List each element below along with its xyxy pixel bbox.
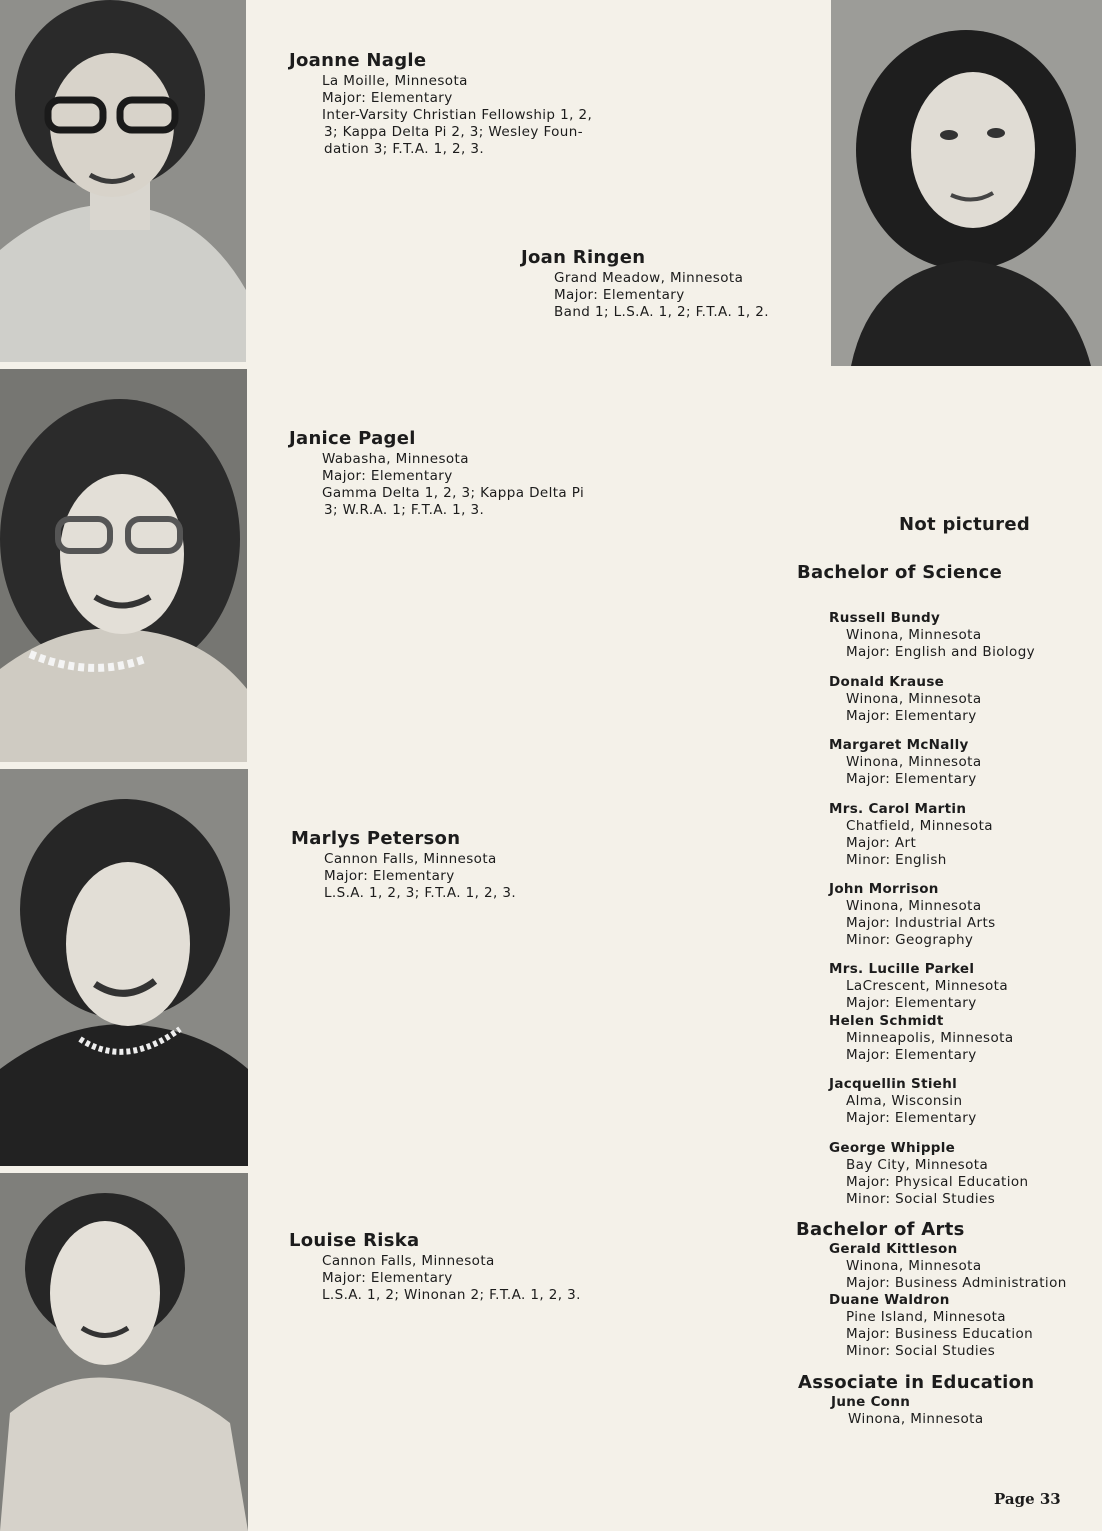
np-line: Bay City, Minnesota xyxy=(846,1157,989,1173)
np-russell-bundy xyxy=(829,610,1035,661)
np-line: Major: English and Biology xyxy=(846,644,1036,660)
np-name: Gerald Kittleson xyxy=(829,1241,958,1257)
np-line: Major: Elementary xyxy=(846,708,977,724)
np-donald-krause xyxy=(829,674,982,725)
np-gerald-kittleson xyxy=(829,1241,1067,1292)
np-jacquellin-stiehl xyxy=(829,1076,977,1127)
np-name: Mrs. Carol Martin xyxy=(829,801,967,817)
np-line: Major: Industrial Arts xyxy=(846,915,996,931)
not-pictured-heading: Not pictured xyxy=(899,514,1031,535)
major: Major: Elementary xyxy=(322,90,453,106)
np-line: Major: Business Education xyxy=(846,1326,1034,1342)
np-george-whipple xyxy=(829,1140,1029,1208)
activity-line: Band 1; L.S.A. 1, 2; F.T.A. 1, 2. xyxy=(554,304,769,320)
activity-line: dation 3; F.T.A. 1, 2, 3. xyxy=(324,141,485,157)
np-line: Major: Physical Education xyxy=(846,1174,1029,1190)
np-line: Minneapolis, Minnesota xyxy=(846,1030,1014,1046)
np-name: Margaret McNally xyxy=(829,737,969,753)
np-helen-schmidt xyxy=(829,1013,1014,1064)
hometown: La Moille, Minnesota xyxy=(322,73,468,89)
np-line: Winona, Minnesota xyxy=(846,1258,982,1274)
major: Major: Elementary xyxy=(322,1270,453,1286)
entry-janice-pagel xyxy=(289,428,612,519)
portrait-joanne-nagle xyxy=(0,0,246,362)
np-name: Mrs. Lucille Parkel xyxy=(829,961,975,977)
activity-line: 3; W.R.A. 1; F.T.A. 1, 3. xyxy=(324,502,485,518)
np-line: Major: Elementary xyxy=(846,1110,977,1126)
activity-line: 3; Kappa Delta Pi 2, 3; Wesley Foun- xyxy=(324,124,583,140)
activity-line: L.S.A. 1, 2, 3; F.T.A. 1, 2, 3. xyxy=(324,885,517,901)
major: Major: Elementary xyxy=(322,468,453,484)
portrait-marlys-peterson xyxy=(0,769,248,1166)
np-name: John Morrison xyxy=(829,881,939,897)
np-duane-waldron xyxy=(829,1292,1033,1360)
portrait-janice-pagel xyxy=(0,369,247,762)
np-line: Alma, Wisconsin xyxy=(846,1093,963,1109)
np-john-morrison xyxy=(829,881,996,949)
hometown: Wabasha, Minnesota xyxy=(322,451,469,467)
np-line: Chatfield, Minnesota xyxy=(846,818,993,834)
np-line: Major: Elementary xyxy=(846,1047,977,1063)
np-line: Winona, Minnesota xyxy=(846,627,982,643)
np-line: Winona, Minnesota xyxy=(848,1411,984,1427)
np-line: Minor: Geography xyxy=(846,932,974,948)
entry-joan-ringen xyxy=(521,247,844,321)
np-line: Winona, Minnesota xyxy=(846,754,982,770)
np-name: Duane Waldron xyxy=(829,1292,950,1308)
student-name: Joan Ringen xyxy=(521,247,646,268)
bachelor-of-arts-heading: Bachelor of Arts xyxy=(796,1219,965,1240)
np-line: Winona, Minnesota xyxy=(846,691,982,707)
hometown: Cannon Falls, Minnesota xyxy=(324,851,497,867)
student-name: Marlys Peterson xyxy=(291,828,461,849)
activity-line: L.S.A. 1, 2; Winonan 2; F.T.A. 1, 2, 3. xyxy=(322,1287,581,1303)
np-name: Russell Bundy xyxy=(829,610,941,626)
activities xyxy=(322,107,612,158)
entry-louise-riska xyxy=(289,1230,612,1304)
np-line: Major: Art xyxy=(846,835,917,851)
np-name: Jacquellin Stiehl xyxy=(829,1076,958,1092)
major: Major: Elementary xyxy=(554,287,685,303)
np-line: Pine Island, Minnesota xyxy=(846,1309,1006,1325)
np-line: LaCrescent, Minnesota xyxy=(846,978,1009,994)
portrait-joan-ringen xyxy=(831,0,1102,366)
activity-line: Gamma Delta 1, 2, 3; Kappa Delta Pi xyxy=(322,485,585,501)
np-line: Major: Elementary xyxy=(846,995,977,1011)
np-margaret-mcnally xyxy=(829,737,982,788)
hometown: Grand Meadow, Minnesota xyxy=(554,270,744,286)
np-name: Donald Krause xyxy=(829,674,945,690)
bachelor-of-science-heading: Bachelor of Science xyxy=(797,562,1003,583)
student-name: Joanne Nagle xyxy=(289,50,427,71)
entry-joanne-nagle xyxy=(289,50,612,158)
np-line: Major: Elementary xyxy=(846,771,977,787)
np-name: June Conn xyxy=(831,1394,911,1410)
activities xyxy=(322,1287,612,1304)
np-name: George Whipple xyxy=(829,1140,956,1156)
hometown: Cannon Falls, Minnesota xyxy=(322,1253,495,1269)
entry-marlys-peterson xyxy=(291,828,614,902)
np-line: Winona, Minnesota xyxy=(846,898,982,914)
activities xyxy=(322,485,612,519)
activities xyxy=(554,304,844,321)
student-name: Janice Pagel xyxy=(289,428,416,449)
associate-in-education-heading: Associate in Education xyxy=(798,1372,1035,1393)
np-name: Helen Schmidt xyxy=(829,1013,944,1029)
np-june-conn xyxy=(831,1394,984,1428)
activity-line: Inter-Varsity Christian Fellowship 1, 2, xyxy=(322,107,593,123)
major: Major: Elementary xyxy=(324,868,455,884)
np-line: Minor: Social Studies xyxy=(846,1343,996,1359)
page-number: Page 33 xyxy=(994,1490,1061,1508)
np-carol-martin xyxy=(829,801,993,869)
np-line: Major: Business Administration xyxy=(846,1275,1067,1291)
np-line: Minor: English xyxy=(846,852,947,868)
np-line: Minor: Social Studies xyxy=(846,1191,996,1207)
activities xyxy=(324,885,614,902)
np-lucille-parkel xyxy=(829,961,1008,1012)
portrait-louise-riska xyxy=(0,1173,248,1531)
student-name: Louise Riska xyxy=(289,1230,420,1251)
